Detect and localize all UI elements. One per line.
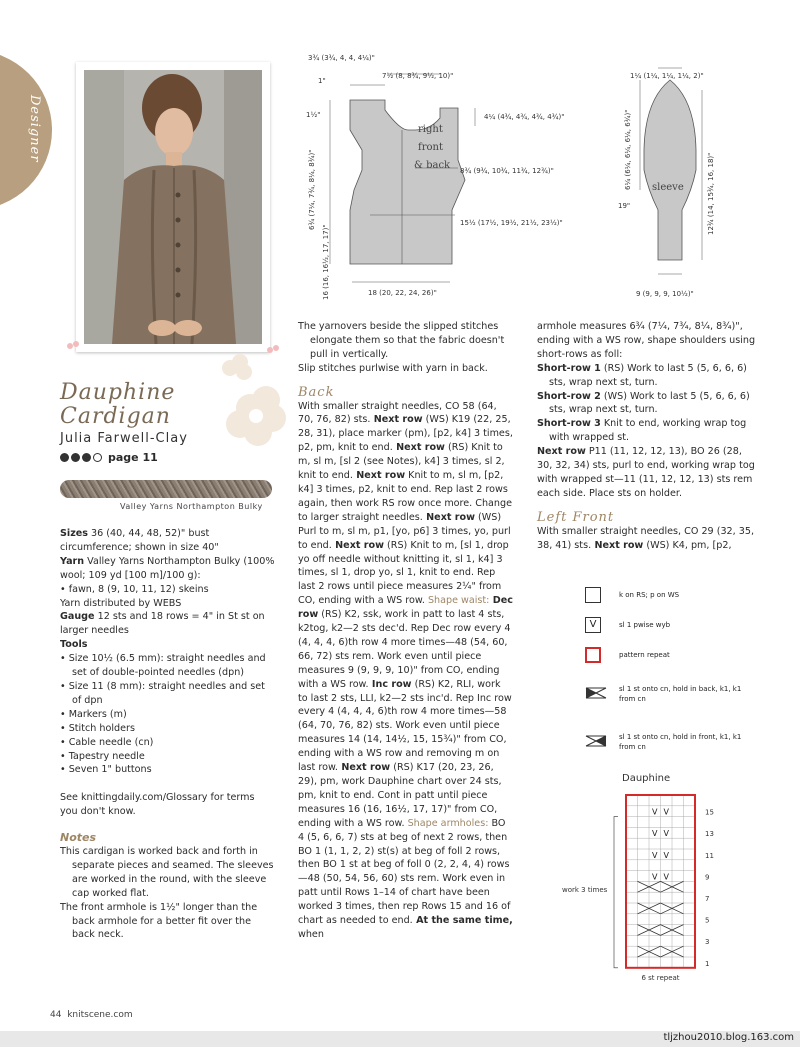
left-front-heading: Left Front: [537, 509, 615, 525]
glossary-link[interactable]: See knittingdaily.com/Glossary for terms you don't know.: [60, 792, 255, 818]
watermark-url: tljzhou2010.blog.163.com: [663, 1032, 794, 1043]
tool-item: • Tapestry needle: [60, 750, 145, 762]
shoulder-instructions-column: [537, 320, 757, 553]
sleeve-label: sleeve: [652, 182, 684, 193]
tool-item: • Seven 1" buttons: [60, 764, 152, 776]
intro-paragraph: The yarnovers beside the slipped stitches elongate them so that the fabric doesn't pull in vertically.: [298, 321, 505, 360]
neck-depth: 1½": [306, 111, 321, 119]
chart-row-number: 15: [705, 808, 714, 817]
body-length: 16 (16, 16½, 17, 17)": [322, 224, 330, 300]
short-row-2: Short-row 2 (WS) Work to last 5 (5, 6, 6, 6) sts, wrap next st, turn.: [537, 390, 750, 416]
designer-name: Julia Farwell-Clay: [60, 431, 188, 446]
armhole-depth: 6¾ (7¼, 7¾, 8¼, 8¾)": [308, 149, 316, 230]
pattern-title-line1: Dauphine: [60, 380, 176, 405]
tool-item: • Size 11 (8 mm): straight needles and set of dpn: [60, 680, 265, 706]
chart-slip-stitch: V: [663, 872, 669, 882]
chart-row-number: 5: [705, 916, 710, 925]
back-heading: Back: [298, 384, 335, 400]
waist-width: 15½ (17½, 19½, 21½, 23½)": [460, 219, 563, 227]
sleeve-cuff: 9 (9, 9, 9, 10½)": [636, 290, 694, 298]
chart-title: Dauphine: [622, 773, 671, 784]
yarn-distributor: Yarn distributed by WEBS: [60, 597, 182, 609]
back-instructions-column: [298, 320, 513, 942]
chart-slip-stitch: V: [652, 807, 658, 817]
tool-item: • Markers (m): [60, 708, 127, 720]
repeat-symbol: [585, 647, 601, 663]
short-row-1: Short-row 1 (RS) Work to last 5 (5, 6, 6, 6) sts, wrap next st, turn.: [537, 362, 747, 388]
cable-front-icon: [585, 735, 607, 747]
chart-row-number: 9: [705, 873, 710, 882]
chart-slip-stitch: V: [663, 850, 669, 860]
chart-row-number: 13: [705, 830, 714, 839]
yarn-swatch: [60, 480, 272, 498]
sizes-label: Sizes: [60, 528, 88, 539]
sleeve-upper: 12¾ (14, 15¾, 16, 18)": [707, 152, 715, 235]
yarn-label: Yarn: [60, 555, 85, 567]
difficulty-dot-empty: [93, 453, 102, 462]
note-paragraph: This cardigan is worked back and forth in separate pieces and seamed. The sleeves are worked in the round, with the sleeve cap worked flat.: [60, 846, 274, 899]
body-schematic: [290, 50, 630, 310]
sleeve-top: 1¼ (1¼, 1¼, 1¼, 2)": [630, 72, 704, 80]
site-name: knitscene.com: [67, 1010, 133, 1020]
chart-slip-stitch: V: [652, 850, 658, 860]
sleeve-length: 19": [618, 202, 631, 210]
page-reference: page 11: [108, 451, 158, 464]
gauge-text: 12 sts and 18 rows = 4" in St st on larger needles: [60, 611, 265, 637]
pattern-title-line2: Cardigan: [60, 404, 171, 429]
dauphine-chart: [560, 785, 720, 985]
chart-row-number: 11: [705, 851, 714, 860]
chart-row-number: 7: [705, 895, 710, 903]
left-front-paragraph: With smaller straight needles, CO 29 (32, 35, 38, 41) sts. Next row (WS) K4, pm, [p2,: [537, 525, 755, 551]
chart-key: k on RS; p on WS V sl 1 pwise wyb pattern repeat sl 1 st onto cn, hold in back, k1, k1 from cn sl 1 st onto cn, hold in front, k1, k1 from cn: [585, 585, 785, 775]
difficulty-rating: [60, 450, 158, 464]
shoulder-depth: 4¼ (4¾, 4¾, 4¾, 4¾)": [484, 113, 565, 121]
cardigan-photo: [84, 70, 262, 344]
tool-item: • Size 10½ (6.5 mm): straight needles and set of double-pointed needles (dpn): [60, 653, 266, 679]
sizes-text: 36 (40, 44, 48, 52)" bust circumference; shown in size 40": [60, 528, 219, 553]
materials-column: [60, 527, 275, 942]
chart-slip-stitch: V: [663, 829, 669, 839]
note-paragraph: The front armhole is 1½" longer than the back armhole for a better fit over the back neck.: [60, 901, 258, 941]
designer-tab-label: Designer: [27, 95, 42, 163]
armhole-paragraph: armhole measures 6¾ (7¼, 7¾, 8¼, 8¾)", ending with a WS row, shape shoulders using short-rows as foll:: [537, 321, 756, 360]
neck-width: 7½ (8, 8¾, 9½, 10)": [382, 72, 454, 80]
sleeve-cap: 6¼ (6¼, 6¼, 6¼, 6¾)": [624, 109, 632, 190]
chart-slip-stitch: V: [652, 872, 658, 882]
intro-paragraph: Slip stitches purlwise with yarn in back.: [298, 362, 488, 374]
sleeve-schematic: [600, 60, 740, 310]
chart-row-number: 3: [705, 938, 710, 947]
chart-slip-stitch: V: [663, 807, 669, 817]
shoulder-width: 3¾ (3¾, 4, 4, 4¼)": [308, 54, 375, 62]
tool-item: • Cable needle (cn): [60, 736, 154, 748]
chart-bracket: [614, 817, 618, 968]
short-row-3: Short-row 3 Knit to end, working wrap tog with wrapped st.: [537, 418, 747, 444]
piece-label-1: right: [418, 124, 443, 135]
hip-width: 18 (20, 22, 24, 26)": [368, 289, 437, 297]
next-row: Next row P11 (11, 12, 12, 13), BO 26 (28, 30, 32, 34) sts, purl to end, working wrap tog with wrapped st—11 (11, 12, 12, 13) sts rem each side. Place sts on holder.: [537, 446, 755, 499]
page-footer: [50, 1010, 133, 1020]
yarn-text: Valley Yarns Northampton Bulky (100% wool; 109 yd [100 m]/100 g):: [60, 555, 275, 581]
cable-back-icon: [585, 687, 607, 699]
tools-label: Tools: [60, 639, 88, 651]
chart-row-number: 1: [705, 959, 710, 968]
tool-item: • Stitch holders: [60, 722, 135, 734]
gauge-label: Gauge: [60, 611, 95, 623]
back-instructions: With smaller straight needles, CO 58 (64, 70, 76, 82) sts. Next row (WS) K19 (22, 25, 28, 31), place marker (pm), [p2, k4] 3 times, p2, pm, knit to end. Next row (RS) Knit to m, sl m, [sl 2 (see Notes), k4] 3 times, sl 2, knit to end. Next row Knit to m, sl m, [p2, k4] 3 times, p2, knit to end. Rep last 2 rows again, then work RS row once more. Change to larger straight needles. Next row (WS) Purl to m, sl m, p1, [yo, p6] 3 times, yo, purl to end. Next row (RS) Knit to m, [sl 1, drop yo off needle without knitting it, sl 1, k4] 3 times, sl 1, drop yo, sl 1, knit to end. Rep last 2 rows until piece measures 2¼" from CO, ending with a WS row. Shape waist: Dec row (RS) K2, ssk, work in patt to last 4 sts, k2tog, k2—2 sts dec'd. Rep Dec row every 4 (4, 4, 4, 6)th row 4 more times—48 (54, 60, 66, 72) sts rem. Work even until piece measures 9 (9, 9, 9, 10)" from CO, ending with a WS row. Inc row (RS) K2, RLI, work to last 2 sts, LLI, k2—2 sts inc'd. Rep Inc row every 4 (4, 4, 4, 6)th row 4 more times—58 (64, 70, 76, 82) sts. Work even until piece measures 14 (14, 14½, 15, 15¾)" from CO, ending with a WS row and removing m on last row. Next row (RS) K17 (20, 23, 26, 29), pm, work Dauphine chart over 24 sts, pm, knit to end. Cont in patt until piece measures 16 (16, 16½, 17, 17)" from CO, ending with a WS row. Shape armholes: BO 4 (5, 6, 6, 7) sts at beg of next 2 rows, then BO 1 (1, 1, 2, 2) st(s) at beg of foll 2 rows, then BO 1 st at beg of foll 0 (2, 2, 4, 4) rows—48 (50, 54, 56, 60) sts rem. Work even in patt until Rows 1–14 of chart have been worked 3 times, then rep Rows 15 and 16 of chart as needed to end. At the same time, when: [298, 400, 513, 940]
difficulty-dot-filled: [71, 453, 80, 462]
chart-footer: 6 st repeat: [641, 973, 680, 982]
slip-symbol: V: [585, 617, 601, 633]
difficulty-dot-filled: [82, 453, 91, 462]
yarn-caption: Valley Yarns Northampton Bulky: [120, 502, 263, 511]
chart-bracket-label: work 3 times: [562, 886, 608, 895]
neck-drop: 1": [318, 77, 326, 85]
piece-label-3: & back: [414, 160, 451, 171]
difficulty-dot-filled: [60, 453, 69, 462]
piece-label-2: front: [418, 142, 443, 153]
bust-half: 8¾ (9¾, 10¾, 11¾, 12¾)": [460, 167, 554, 175]
difficulty-dots: [60, 450, 104, 464]
page-number: 44: [50, 1010, 62, 1020]
chart-slip-stitch: V: [652, 829, 658, 839]
notes-heading: Notes: [60, 831, 97, 845]
yarn-quantity: • fawn, 8 (9, 10, 11, 12) skeins: [60, 583, 209, 595]
knit-symbol: [585, 587, 601, 603]
